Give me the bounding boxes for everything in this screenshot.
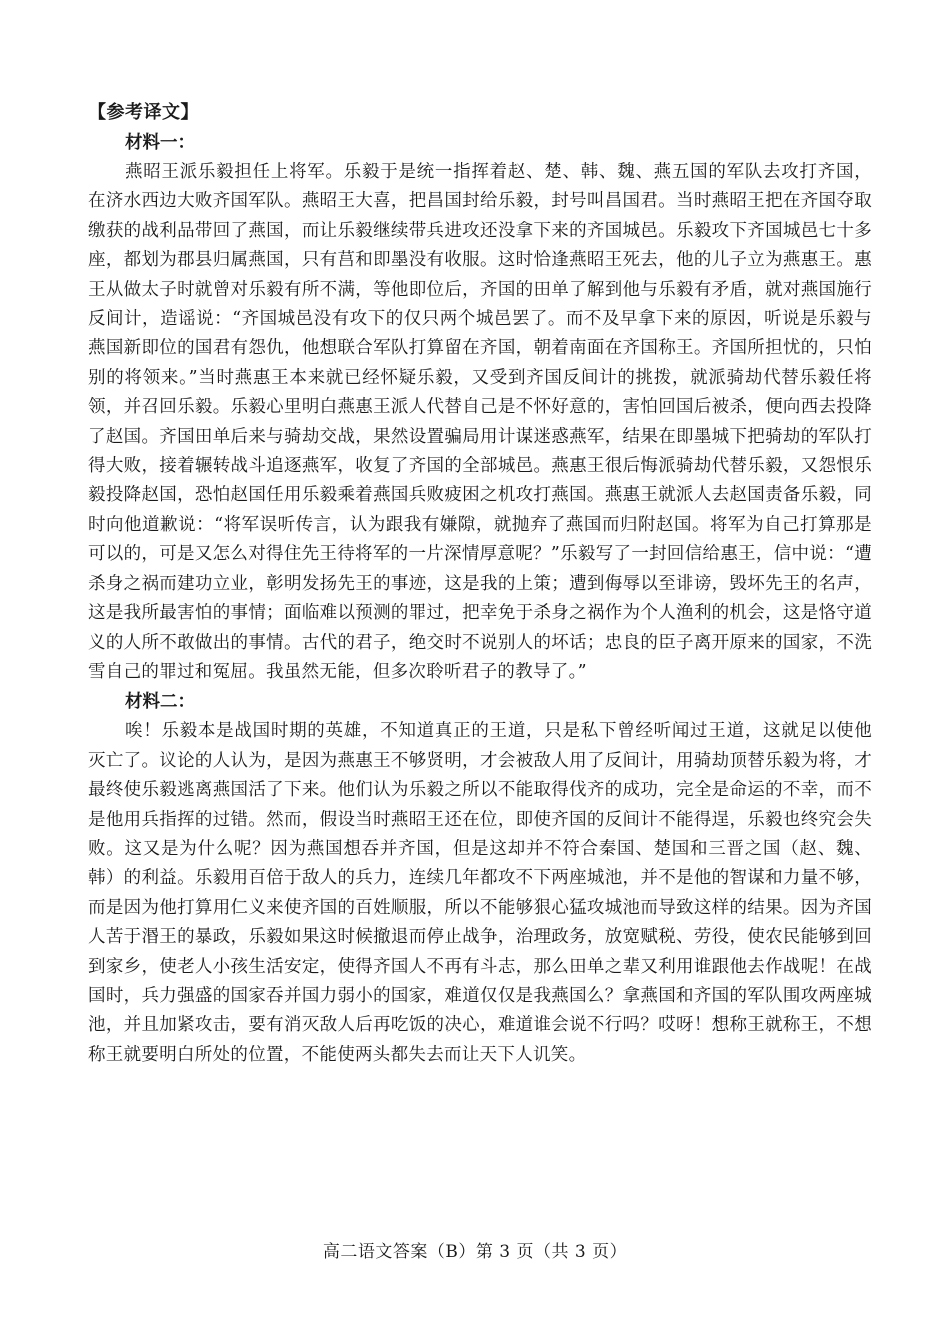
document-page [88,98,872,1070]
section-material-two [88,687,872,1070]
material-two-paragraph: 唉！乐毅本是战国时期的英雄，不知道真正的王道，只是私下曾经听闻过王道，这就足以使他灭亡了。议论的人认为，是因为燕惠王不够贤明，才会被敌人用了反间计，用骑劫顶替乐毅为将，才最终使乐毅逃离燕国活了下来。他们认为乐毅之所以不能取得伐齐的成功，完全是命运的不幸，而不是他用兵指挥的过错。然而，假设当时燕昭王还在位，即使齐国的反间计不能得逞，乐毅也终究会失败。这又是为什么呢？因为燕国想吞并齐国，但是这却并不符合秦国、楚国和三晋之国（赵、魏、韩）的利益。乐毅用百倍于敌人的兵力，连续几年都攻不下两座城池，并不是他的智谋和力量不够，而是因为他打算用仁义来使齐国的百姓顺服，所以不能够狠心猛攻城池而导致这样的结果。因为齐国人苦于湣王的暴政，乐毅如果这时候撤退而停止战争，治理政务，放宽赋税、劳役，使农民能够到回到家乡，使老人小孩生活安定，使得齐国人不再有斗志，那么田单之辈又利用谁跟他去作战呢！在战国时，兵力强盛的国家吞并国力弱小的国家，难道仅仅是我燕国么？拿燕国和齐国的军队围攻两座城池，并且加紧攻击，要有消灭敌人后再吃饭的决心，难道谁会说不行吗？哎呀！想称王就称王，不想称王就要明白所处的位置，不能使两头都失去而让天下人讥笑。 [88,721,872,1065]
reference-translation-heading: 【参考译文】 [88,102,199,123]
material-two-title: 材料二： [125,692,195,713]
material-one-title: 材料一： [125,133,195,153]
page-footer: 高二语文答案（B）第 3 页（共 3 页） [322,1242,628,1262]
material-one-paragraph: 燕昭王派乐毅担任上将军。乐毅于是统一指挥着赵、楚、韩、魏、燕五国的军队去攻打齐国，在济水西边大败齐国军队。燕昭王大喜，把昌国封给乐毅，封号叫昌国君。当时燕昭王把在齐国夺取缴获的战利品带回了燕国，而让乐毅继续带兵进攻还没拿下来的齐国城邑。乐毅攻下齐国城邑七十多座，都划为郡县归属燕国，只有莒和即墨没有收服。这时恰逢燕昭王死去，他的儿子立为燕惠王。惠王从做太子时就曾对乐毅有所不满，等他即位后，齐国的田单了解到他与乐毅有矛盾，就对燕国施行反间计，造谣说：“齐国城邑没有攻下的仅只两个城邑罢了。而不及早拿下来的原因，听说是乐毅与燕国新即位的国君有怨仇，他想联合军队打算留在齐国，朝着南面在齐国称王。齐国所担忧的，只怕别的将领来。”当时燕惠王本来就已经怀疑乐毅，又受到齐国反间计的挑拨，就派骑劫代替乐毅任将领，并召回乐毅。乐毅心里明白燕惠王派人代替自己是不怀好意的，害怕回国后被杀，便向西去投降了赵国。齐国田单后来与骑劫交战，果然设置骗局用计谋迷惑燕军，结果在即墨城下把骑劫的军队打得大败，接着辗转战斗追逐燕军，收复了齐国的全部城邑。燕惠王很后悔派骑劫代替乐毅，又怨恨乐毅投降赵国，恐怕赵国任用乐毅乘着燕国兵败疲困之机攻打燕国。燕惠王就派人去赵国责备乐毅，同时向他道歉说：“将军误听传言，认为跟我有嫌隙，就抛弃了燕国而归附赵国。将军为自己打算那是可以的，可是又怎么对得住先王待将军的一片深情厚意呢？”乐毅写了一封回信给惠王，信中说：“遭杀身之祸而建功立业，彰明发扬先王的事迹，这是我的上策；遭到侮辱以至诽谤，毁坏先王的名声，这是我所最害怕的事情；面临难以预测的罪过，把幸免于杀身之祸作为个人渔利的机会，这是恪守道义的人所不敢做出的事情。古代的君子，绝交时不说别人的坏话；忠良的臣子离开原来的国家，不洗雪自己的罪过和冤屈。我虽然无能，但多次聆听君子的教导了。” [88,162,872,682]
section-material-one [88,128,872,687]
